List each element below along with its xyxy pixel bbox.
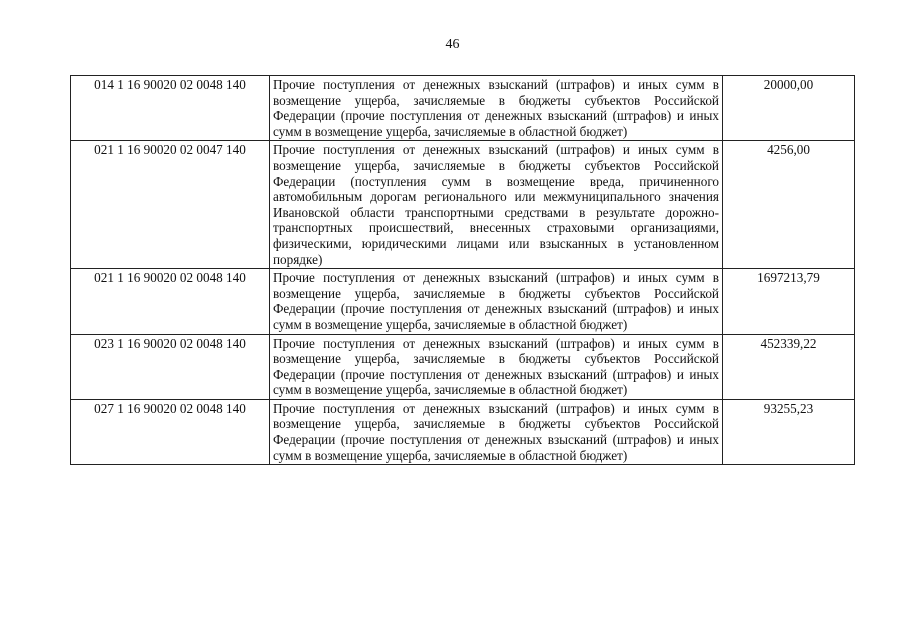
table-row	[71, 334, 855, 399]
revenue-amount-cell: 1697213,79	[723, 269, 855, 334]
table-body	[71, 76, 855, 465]
revenue-code-cell: 014 1 16 90020 02 0048 140	[71, 76, 270, 141]
revenue-amount-cell: 452339,22	[723, 334, 855, 399]
table-row	[71, 399, 855, 464]
revenue-amount-cell: 93255,23	[723, 399, 855, 464]
table-row	[71, 269, 855, 334]
revenue-code-cell: 021 1 16 90020 02 0048 140	[71, 269, 270, 334]
revenue-code-cell: 021 1 16 90020 02 0047 140	[71, 141, 270, 269]
revenue-description-cell: Прочие поступления от денежных взысканий (штрафов) и иных сумм в возмещение ущерба, зачисляемые в бюджеты субъектов Российской Федерации (прочие поступления от денежных взысканий (штрафов) и иных сумм в возмещение ущерба, зачисляемые в областной бюджет)	[270, 334, 723, 399]
revenue-description-cell: Прочие поступления от денежных взысканий (штрафов) и иных сумм в возмещение ущерба, зачисляемые в бюджеты субъектов Российской Федерации (прочие поступления от денежных взысканий (штрафов) и иных сумм в возмещение ущерба, зачисляемые в областной бюджет)	[270, 269, 723, 334]
table-row	[71, 76, 855, 141]
revenue-description-cell: Прочие поступления от денежных взысканий (штрафов) и иных сумм в возмещение ущерба, зачисляемые в бюджеты субъектов Российской Федерации (прочие поступления от денежных взысканий (штрафов) и иных сумм в возмещение ущерба, зачисляемые в областной бюджет)	[270, 76, 723, 141]
revenue-code-cell: 027 1 16 90020 02 0048 140	[71, 399, 270, 464]
revenue-description-cell: Прочие поступления от денежных взысканий (штрафов) и иных сумм в возмещение ущерба, зачисляемые в бюджеты субъектов Российской Федерации (прочие поступления от денежных взысканий (штрафов) и иных сумм в возмещение ущерба, зачисляемые в областной бюджет)	[270, 399, 723, 464]
revenue-description-cell: Прочие поступления от денежных взысканий (штрафов) и иных сумм в возмещение ущерба, зачисляемые в бюджеты субъектов Российской Федерации (поступления сумм в возмещение вреда, причиненного автомобильным дорогам регионального или межмуниципального значения Ивановской области транспортными средствами в результате дорожно-транспортных происшествий, внесенных страховыми организациями, физическими, юридическими лицами или взысканных в установленном порядке)	[270, 141, 723, 269]
revenue-code-cell: 023 1 16 90020 02 0048 140	[71, 334, 270, 399]
revenue-amount-cell: 20000,00	[723, 76, 855, 141]
page-number: 46	[445, 37, 460, 52]
table-row	[71, 141, 855, 269]
revenue-amount-cell: 4256,00	[723, 141, 855, 269]
budget-revenue-table	[70, 75, 855, 465]
